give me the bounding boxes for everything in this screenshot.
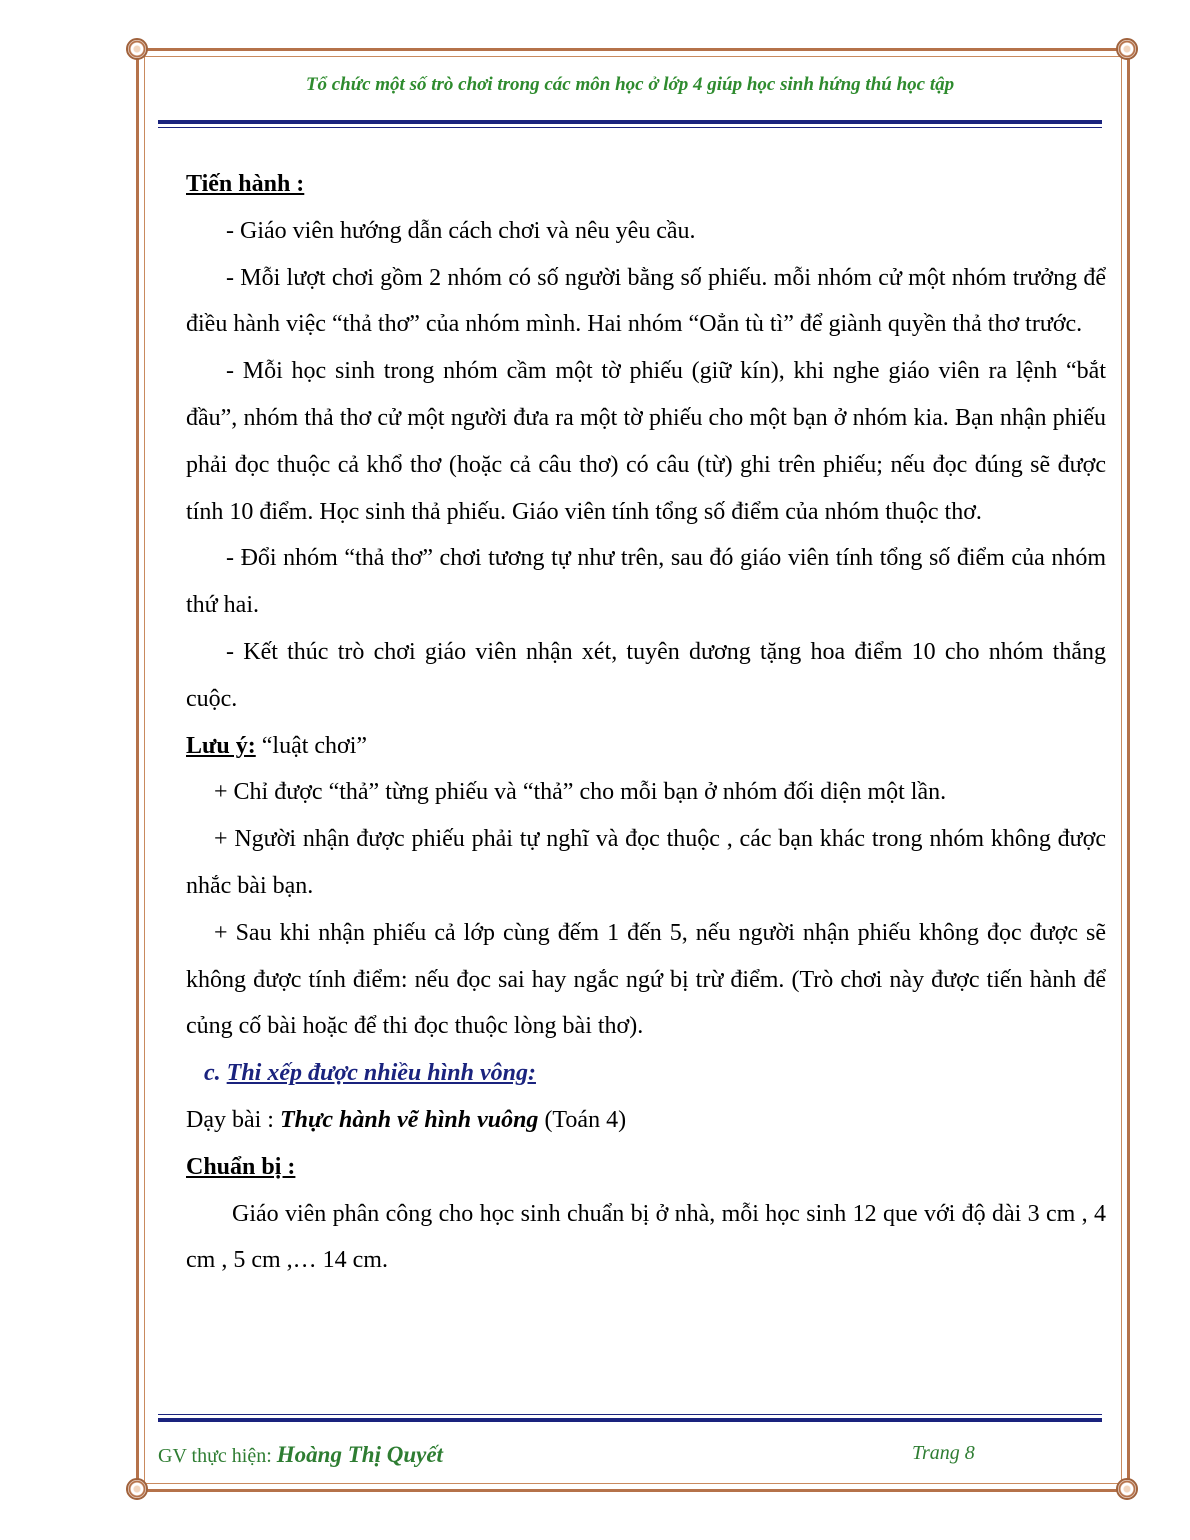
footer-author: GV thực hiện: Hoàng Thị Quyết	[158, 1442, 443, 1467]
header-divider	[158, 120, 1102, 128]
page-number: Trang 8	[912, 1442, 975, 1464]
paragraph: - Kết thúc trò chơi giáo viên nhận xét, tuyên dương tặng hoa điểm 10 cho nhóm thắng cuộc.	[186, 638, 1106, 712]
rule-item: + Chỉ được “thả” từng phiếu và “thả” cho mỗi bạn ở nhóm đối diện một lần.	[214, 779, 947, 806]
paragraph: Giáo viên phân công cho học sinh chuẩn bị ở nhà, mỗi học sinh 12 que với độ dài 3 cm , 4 cm , 5 cm ,… 14 cm.	[186, 1200, 1106, 1274]
section-heading-tien-hanh: Tiến hành :	[186, 171, 305, 197]
paragraph: - Mỗi học sinh trong nhóm cầm một tờ phiếu (giữ kín), khi nghe giáo viên ra lệnh “bắt đầu”, nhóm thả thơ cử một người đưa ra một tờ phiếu cho một bạn ở nhóm kia. Bạn nhận phiếu phải đọc thuộc cả khổ thơ (hoặc cả câu thơ) có câu (từ) ghi trên phiếu; nếu đọc đúng sẽ được tính 10 điểm. Học sinh thả phiếu. Giáo viên tính tổng số điểm của nhóm thuộc thơ.	[186, 358, 1106, 525]
footer-divider	[158, 1414, 1102, 1422]
rule-item: + Sau khi nhận phiếu cả lớp cùng đếm 1 đến 5, nếu người nhận phiếu không đọc được sẽ không được tính điểm: nếu đọc sai hay ngắc ngứ bị trừ điểm. (Trò chơi này được tiến hành để củng cố bài hoặc để thi đọc thuộc lòng bài thơ).	[186, 919, 1106, 1040]
page-header-title: Tổ chức một số trò chơi trong các môn học ở lớp 4 giúp học sinh hứng thú học tập	[305, 74, 955, 95]
paragraph: - Đổi nhóm “thả thơ” chơi tương tự như trên, sau đó giáo viên tính tổng số điểm của nhóm thứ hai.	[186, 545, 1106, 619]
corner-ornament-icon	[1116, 1478, 1138, 1500]
corner-ornament-icon	[126, 1478, 148, 1500]
paragraph: - Mỗi lượt chơi gồm 2 nhóm có số người bằng số phiếu. mỗi nhóm cử một nhóm trưởng để điều hành việc “thả thơ” của nhóm mình. Hai nhóm “Oẳn tù tì” để giành quyền thả thơ trước.	[186, 264, 1106, 338]
lesson-line: Dạy bài : Thực hành vẽ hình vuông (Toán 4)	[186, 1106, 627, 1133]
section-heading-chuan-bi: Chuẩn bị :	[186, 1153, 296, 1180]
corner-ornament-icon	[126, 38, 148, 60]
subsection-heading-c: c. Thi xếp được nhiều hình vông:	[204, 1060, 536, 1087]
document-body	[186, 161, 1106, 1284]
rule-item: + Người nhận được phiếu phải tự nghĩ và đọc thuộc , các bạn khác trong nhóm không được nhắc bài bạn.	[186, 826, 1106, 899]
paragraph: - Giáo viên hướng dẫn cách chơi và nêu yêu cầu.	[226, 217, 696, 244]
note-heading: Lưu ý: “luật chơi”	[186, 732, 368, 759]
corner-ornament-icon	[1116, 38, 1138, 60]
